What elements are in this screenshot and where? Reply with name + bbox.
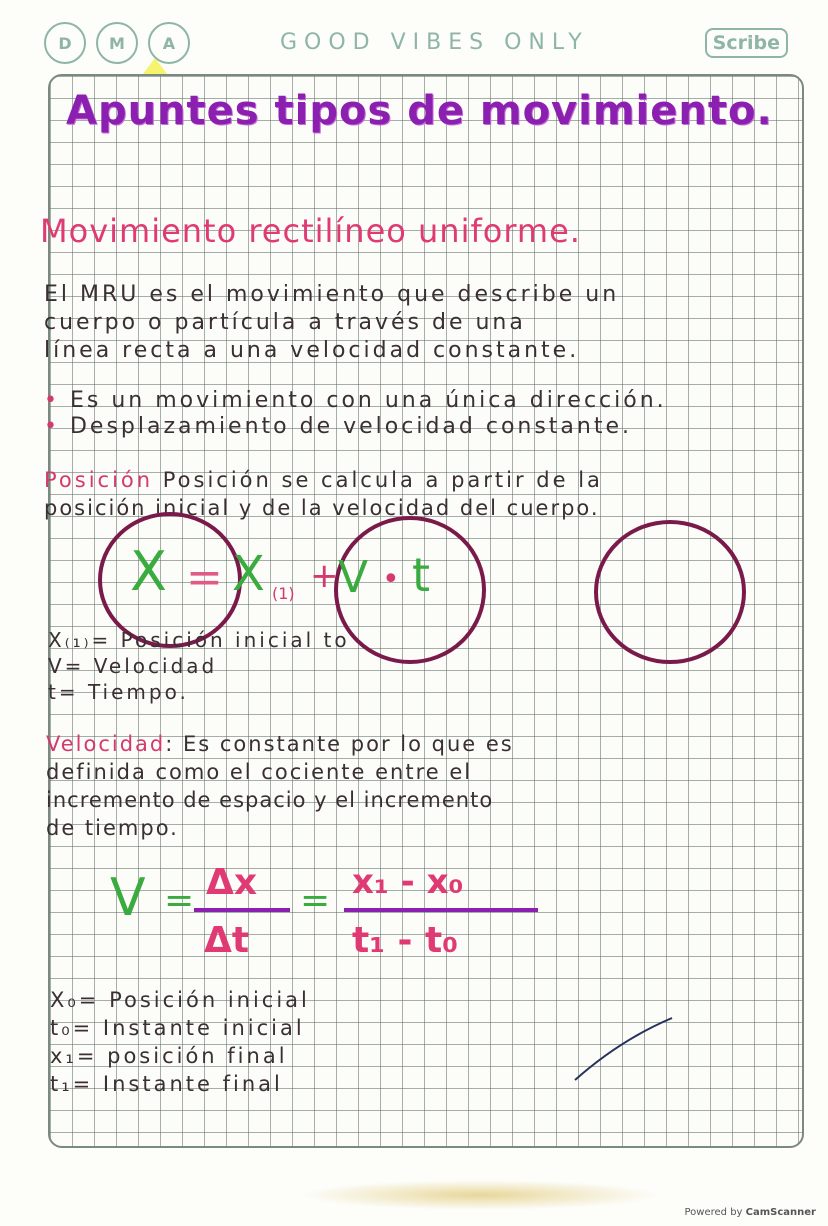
def2-line: t₀= Instante inicial (50, 1016, 305, 1040)
credit-prefix: Powered by (684, 1207, 743, 1218)
velocidad-line (46, 732, 514, 756)
fraction-bar (344, 908, 538, 912)
def-line: t= Tiempo. (48, 680, 189, 704)
day-letter: M (109, 33, 125, 53)
day-letter: A (162, 33, 176, 53)
bullet-dot-icon: • (44, 388, 70, 413)
formula2-den1: Δt (204, 920, 250, 961)
def-line: V= Velocidad (48, 654, 218, 678)
fraction-bar (194, 908, 290, 912)
formula2-num1: Δx (206, 862, 258, 903)
formula-x1: X (232, 546, 265, 602)
bullet-text: Desplazamiento de velocidad constante. (69, 414, 633, 439)
formula-x1-sub: (1) (272, 584, 295, 603)
def-line: X₍₁₎= Posición inicial to (48, 628, 350, 652)
circle-mark (596, 522, 744, 662)
posicion-label: Posición (44, 468, 154, 492)
formula2-v: V (110, 868, 146, 928)
scanner-credit (685, 1207, 817, 1218)
page-title: Apuntes tipos de movimiento. (66, 88, 773, 134)
bullet-dot-icon: • (44, 414, 70, 439)
velocidad-line: definida como el cociente entre el (46, 760, 473, 784)
brand-logo: Scribe (705, 28, 788, 58)
formula-t: t (412, 548, 431, 602)
velocidad-text: : Es constante por lo que es (165, 732, 514, 756)
velocidad-line: incremento de espacio y el incremento (46, 788, 494, 812)
intro-line: El MRU es el movimiento que describe un (44, 282, 620, 307)
pen-stroke (575, 1018, 672, 1080)
formula2-den2: t₁ - t₀ (352, 920, 458, 961)
formula2-num2: x₁ - x₀ (352, 862, 464, 902)
def2-line: X₀= Posición inicial (50, 988, 310, 1012)
velocidad-line: de tiempo. (46, 816, 179, 840)
posicion-text: Posición se calcula a partir de la (153, 468, 603, 492)
posicion-line: posición inicial y de la velocidad del cuerpo. (44, 496, 600, 520)
formula2-equals: = (300, 880, 331, 921)
formula-v: V (338, 552, 369, 603)
formula2-equals: = (164, 880, 195, 921)
intro-line: cuerpo o partícula a través de una (44, 310, 526, 335)
section-heading: Movimiento rectilíneo uniforme. (40, 212, 581, 250)
header-slogan: GOOD VIBES ONLY (280, 30, 589, 55)
formula-x: X (130, 540, 167, 603)
intro-line: línea recta a una velocidad constante. (44, 338, 580, 363)
formula-equals: = (186, 552, 223, 603)
formula-plus: + (310, 556, 339, 596)
formula-dot: • (382, 562, 400, 597)
day-letter: D (58, 33, 72, 53)
scan-shadow (300, 1180, 660, 1210)
def2-line: x₁= posición final (50, 1044, 288, 1068)
velocidad-label: Velocidad (46, 732, 166, 756)
bullet-text: Es un movimiento con una única dirección. (69, 388, 667, 413)
credit-app: CamScanner (745, 1207, 816, 1218)
def2-line: t₁= Instante final (50, 1072, 283, 1096)
